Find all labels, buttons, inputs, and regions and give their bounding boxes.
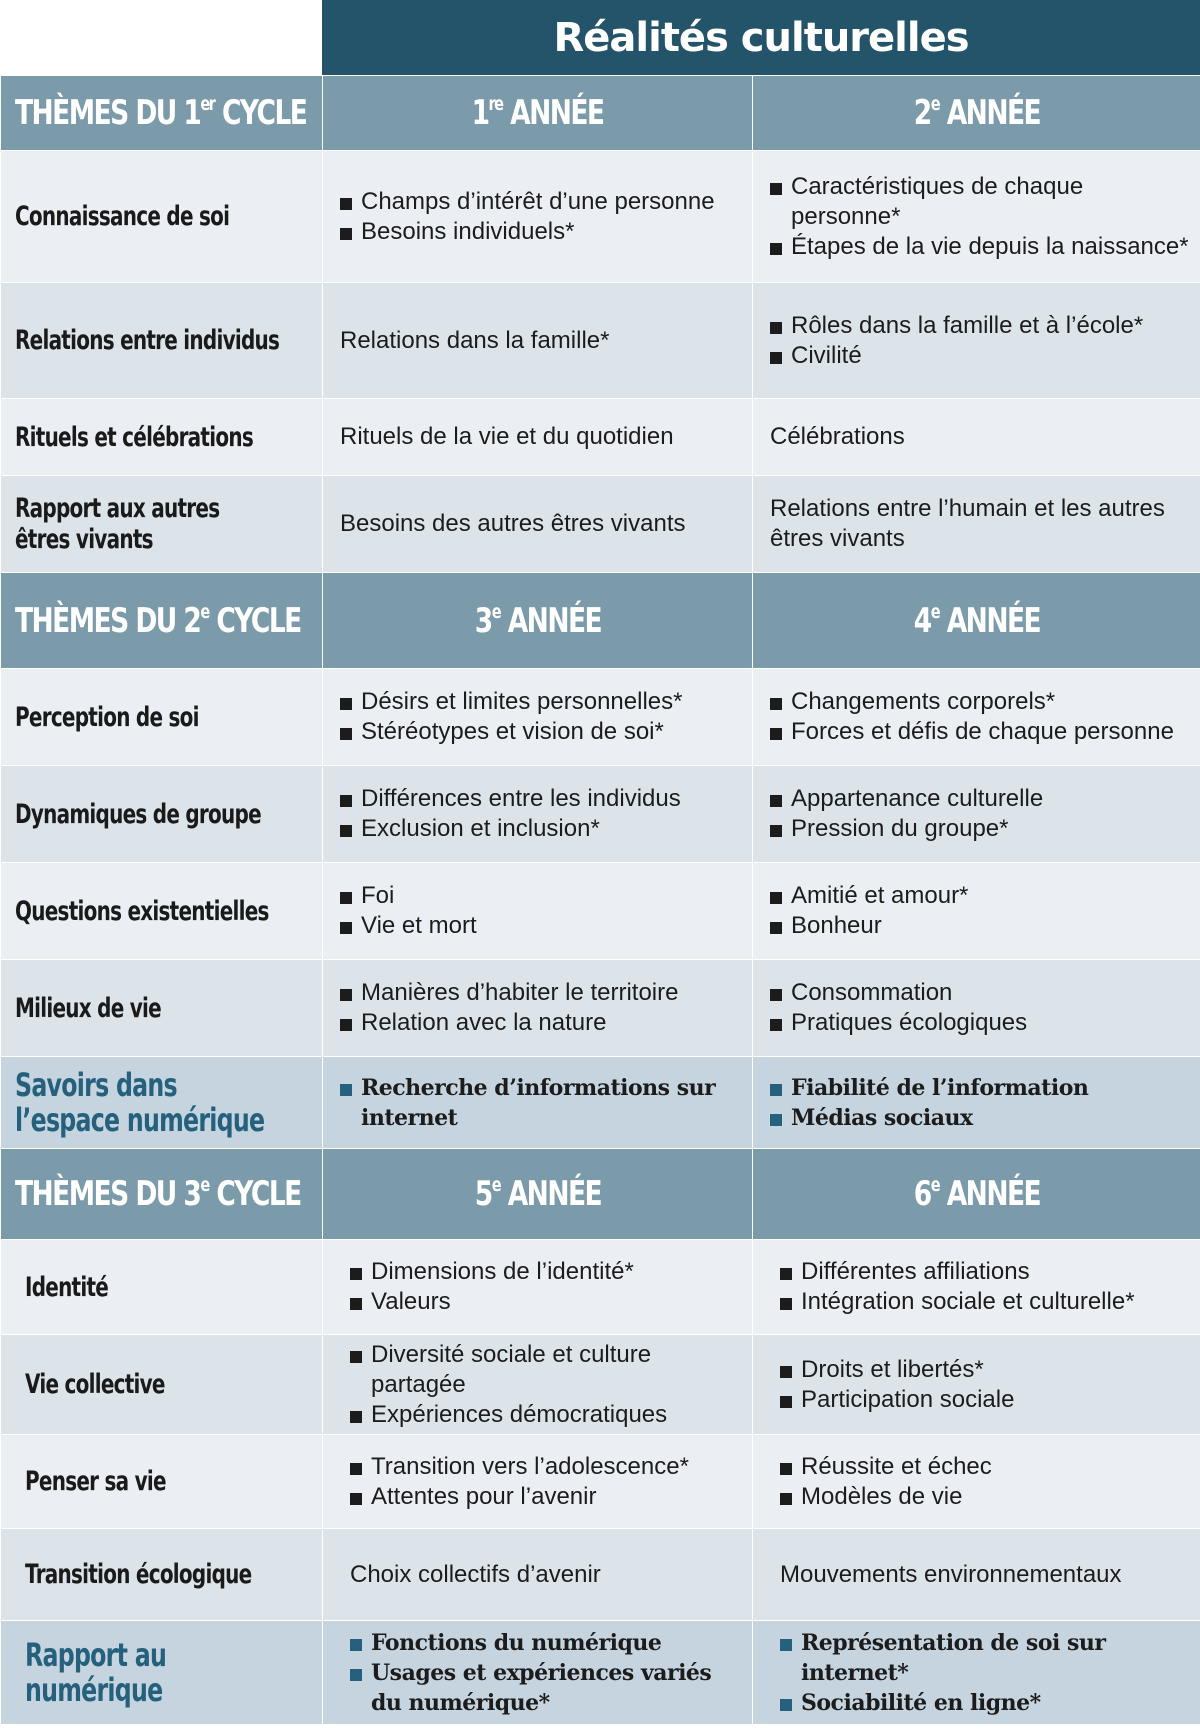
table-row	[1, 1529, 1200, 1621]
bullet-list	[780, 1628, 1192, 1718]
year-1-number: 1	[471, 93, 489, 133]
curriculum-table	[0, 75, 1200, 1725]
list-item: Participation sociale	[780, 1385, 1192, 1415]
year-b-cell	[753, 283, 1200, 399]
theme-cell	[1, 283, 323, 399]
year-a-cell	[323, 863, 753, 960]
list-item: Usages et expériences variés du numérique*	[350, 1658, 744, 1718]
theme-cell	[1, 1529, 323, 1621]
list-item: Médias sociaux	[770, 1103, 1192, 1133]
list-item: Bonheur	[770, 911, 1192, 941]
year-3-sup: e	[491, 601, 500, 623]
list-item: Transition vers l’adolescence*	[350, 1452, 744, 1482]
theme-label-line-2: êtres vivants	[15, 524, 153, 555]
list-item: Modèles de vie	[780, 1482, 1192, 1512]
cycle-2-theme-tail: CYCLE	[208, 600, 301, 641]
theme-cell	[1, 1057, 323, 1149]
list-item: Expériences démocratiques	[350, 1400, 744, 1430]
bullet-list	[770, 172, 1192, 262]
bullet-list	[770, 784, 1192, 844]
theme-label: Transition écologique	[25, 1559, 252, 1590]
table-row	[1, 283, 1200, 399]
bullet-list	[340, 1073, 744, 1133]
bullet-list	[340, 187, 744, 247]
list-item: Différences entre les individus	[340, 784, 744, 814]
bullet-list	[770, 1073, 1192, 1133]
year-2-sup: e	[930, 93, 939, 115]
list-item: Fiabilité de l’information	[770, 1073, 1192, 1103]
theme-label-line-1: Savoirs dans	[15, 1065, 177, 1104]
theme-cell	[1, 1240, 323, 1335]
cycle-2-theme-sup: e	[200, 601, 209, 623]
cycle-3-header-row	[1, 1149, 1200, 1240]
theme-label-line-1: Rapport au	[25, 1635, 167, 1674]
bullet-list	[340, 687, 744, 747]
year-b-cell	[753, 766, 1200, 863]
table-row-digital	[1, 1621, 1200, 1725]
year-a-cell	[323, 1435, 753, 1529]
cycle-2-theme-header	[1, 573, 323, 669]
year-1-header	[323, 76, 753, 151]
year-a-cell	[323, 476, 753, 573]
list-item: Désirs et limites personnelles*	[340, 687, 744, 717]
year-b-cell	[753, 960, 1200, 1057]
year-b-cell	[753, 1057, 1200, 1149]
theme-label: Rituels et célébrations	[15, 421, 253, 453]
year-2-header	[753, 76, 1200, 151]
theme-label-line-1: Rapport aux autres	[15, 493, 220, 524]
list-item: Recherche d’informations sur internet	[340, 1073, 744, 1133]
year-4-header	[753, 573, 1200, 669]
theme-label: Perception de soi	[15, 701, 199, 733]
year-5-number: 5	[474, 1174, 492, 1214]
list-item: Pratiques écologiques	[770, 1008, 1192, 1038]
cycle-3-theme-tail: CYCLE	[208, 1174, 301, 1214]
year-6-number: 6	[913, 1174, 931, 1214]
cycle-1-header-row	[1, 76, 1200, 151]
table-row	[1, 1435, 1200, 1529]
cell-text: Mouvements environnementaux	[780, 1560, 1122, 1588]
list-item: Exclusion et inclusion*	[340, 814, 744, 844]
list-item: Différentes affiliations	[780, 1257, 1192, 1287]
year-3-label: ANNÉE	[499, 600, 601, 641]
year-a-cell	[323, 960, 753, 1057]
cell-text: Besoins des autres êtres vivants	[340, 510, 686, 537]
table-row	[1, 1335, 1200, 1435]
cycle-2-header-row	[1, 573, 1200, 669]
list-item: Valeurs	[350, 1287, 744, 1317]
table-row	[1, 399, 1200, 476]
theme-label: Vie collective	[25, 1369, 165, 1400]
year-b-cell	[753, 1529, 1200, 1621]
list-item: Manières d’habiter le territoire	[340, 978, 744, 1008]
table-row-digital	[1, 1057, 1200, 1149]
list-item: Rôles dans la famille et à l’école*	[770, 311, 1192, 341]
list-item: Caractéristiques de chaque personne*	[770, 172, 1192, 232]
year-2-label: ANNÉE	[938, 93, 1040, 133]
title-row	[0, 0, 1200, 75]
year-1-sup: re	[488, 93, 503, 115]
year-5-label: ANNÉE	[499, 1174, 601, 1214]
bullet-list	[780, 1257, 1192, 1317]
list-item: Forces et défis de chaque personne	[770, 717, 1192, 747]
list-item: Sociabilité en ligne*	[780, 1688, 1192, 1718]
bullet-list	[770, 881, 1192, 941]
list-item: Attentes pour l’avenir	[350, 1482, 744, 1512]
list-item: Changements corporels*	[770, 687, 1192, 717]
bullet-list	[780, 1452, 1192, 1512]
year-2-number: 2	[913, 93, 931, 133]
year-a-cell	[323, 669, 753, 766]
year-a-cell	[323, 1240, 753, 1335]
bullet-list	[350, 1628, 744, 1718]
theme-cell	[1, 476, 323, 573]
list-item: Fonctions du numérique	[350, 1628, 744, 1658]
year-a-cell	[323, 1621, 753, 1725]
theme-cell	[1, 151, 323, 283]
cell-text: Rituels de la vie et du quotidien	[340, 423, 674, 450]
cycle-3-theme-label: THÈMES DU 3	[15, 1174, 201, 1214]
cycle-3-theme-sup: e	[200, 1174, 209, 1196]
theme-label: Questions existentielles	[15, 895, 269, 927]
theme-label: Penser sa vie	[25, 1466, 166, 1497]
table-row	[1, 863, 1200, 960]
cycle-1-theme-sup: er	[200, 93, 215, 115]
bullet-list	[770, 978, 1192, 1038]
bullet-list	[350, 1452, 744, 1512]
cycle-1-theme-label: THÈMES DU 1	[15, 93, 201, 133]
page-title: Réalités culturelles	[322, 0, 1200, 75]
list-item: Consommation	[770, 978, 1192, 1008]
cell-text: Célébrations	[770, 423, 905, 450]
year-b-cell	[753, 863, 1200, 960]
bullet-list	[770, 687, 1192, 747]
list-item: Besoins individuels*	[340, 217, 744, 247]
year-a-cell	[323, 1057, 753, 1149]
bullet-list	[340, 784, 744, 844]
list-item: Intégration sociale et culturelle*	[780, 1287, 1192, 1317]
year-6-sup: e	[930, 1174, 939, 1196]
list-item: Foi	[340, 881, 744, 911]
cycle-2-theme-label: THÈMES DU 2	[15, 600, 201, 641]
bullet-list	[340, 881, 744, 941]
year-3-number: 3	[474, 600, 492, 641]
title-blank	[0, 0, 322, 75]
theme-label: Milieux de vie	[15, 992, 161, 1024]
year-a-cell	[323, 283, 753, 399]
year-b-cell	[753, 1435, 1200, 1529]
year-b-cell	[753, 476, 1200, 573]
list-item: Pression du groupe*	[770, 814, 1192, 844]
list-item: Civilité	[770, 341, 1192, 371]
year-b-cell	[753, 1621, 1200, 1725]
year-a-cell	[323, 151, 753, 283]
theme-cell	[1, 960, 323, 1057]
bullet-list	[780, 1355, 1192, 1415]
year-b-cell	[753, 1240, 1200, 1335]
list-item: Champs d’intérêt d’une personne	[340, 187, 744, 217]
cycle-1-theme-tail: CYCLE	[214, 93, 307, 133]
list-item: Relation avec la nature	[340, 1008, 744, 1038]
year-b-cell	[753, 669, 1200, 766]
bullet-list	[350, 1257, 744, 1317]
theme-label: Dynamiques de groupe	[15, 798, 261, 830]
year-6-header	[753, 1149, 1200, 1240]
table-row	[1, 476, 1200, 573]
theme-cell	[1, 1435, 323, 1529]
year-4-number: 4	[913, 600, 931, 641]
year-4-label: ANNÉE	[938, 600, 1040, 641]
theme-cell	[1, 669, 323, 766]
year-6-label: ANNÉE	[938, 1174, 1040, 1214]
table-row	[1, 766, 1200, 863]
theme-label-line-2: l’espace numérique	[15, 1100, 265, 1139]
bullet-list	[770, 311, 1192, 371]
bullet-list	[340, 978, 744, 1038]
year-5-sup: e	[491, 1174, 500, 1196]
theme-label: Identité	[25, 1271, 109, 1303]
year-3-header	[323, 573, 753, 669]
year-b-cell	[753, 151, 1200, 283]
list-item: Diversité sociale et culture partagée	[350, 1340, 744, 1400]
cycle-3-theme-header	[1, 1149, 323, 1240]
year-4-sup: e	[930, 601, 939, 623]
theme-cell	[1, 766, 323, 863]
theme-cell	[1, 1621, 323, 1725]
list-item: Vie et mort	[340, 911, 744, 941]
list-item: Dimensions de l’identité*	[350, 1257, 744, 1287]
year-a-cell	[323, 766, 753, 863]
table-row	[1, 669, 1200, 766]
table-row	[1, 960, 1200, 1057]
year-b-cell	[753, 399, 1200, 476]
year-b-cell	[753, 1335, 1200, 1435]
list-item: Représentation de soi sur internet*	[780, 1628, 1192, 1688]
list-item: Stéréotypes et vision de soi*	[340, 717, 744, 747]
year-1-label: ANNÉE	[502, 93, 604, 133]
year-a-cell	[323, 1529, 753, 1621]
theme-cell	[1, 1335, 323, 1435]
list-item: Amitié et amour*	[770, 881, 1192, 911]
cell-text: Relations entre l’humain et les autres êtres vivants	[770, 495, 1165, 552]
list-item: Étapes de la vie depuis la naissance*	[770, 232, 1192, 262]
cell-text: Relations dans la famille*	[340, 326, 610, 354]
bullet-list	[350, 1340, 744, 1430]
list-item: Réussite et échec	[780, 1452, 1192, 1482]
year-a-cell	[323, 1335, 753, 1435]
table-row	[1, 1240, 1200, 1335]
year-5-header	[323, 1149, 753, 1240]
theme-label: Connaissance de soi	[15, 201, 230, 232]
theme-label: Relations entre individus	[15, 325, 280, 356]
list-item: Appartenance culturelle	[770, 784, 1192, 814]
year-a-cell	[323, 399, 753, 476]
theme-label-line-2: numérique	[25, 1670, 163, 1709]
table-row	[1, 151, 1200, 283]
cycle-1-theme-header	[1, 76, 323, 151]
theme-cell	[1, 863, 323, 960]
list-item: Droits et libertés*	[780, 1355, 1192, 1385]
cell-text: Choix collectifs d’avenir	[350, 1560, 601, 1588]
theme-cell	[1, 399, 323, 476]
